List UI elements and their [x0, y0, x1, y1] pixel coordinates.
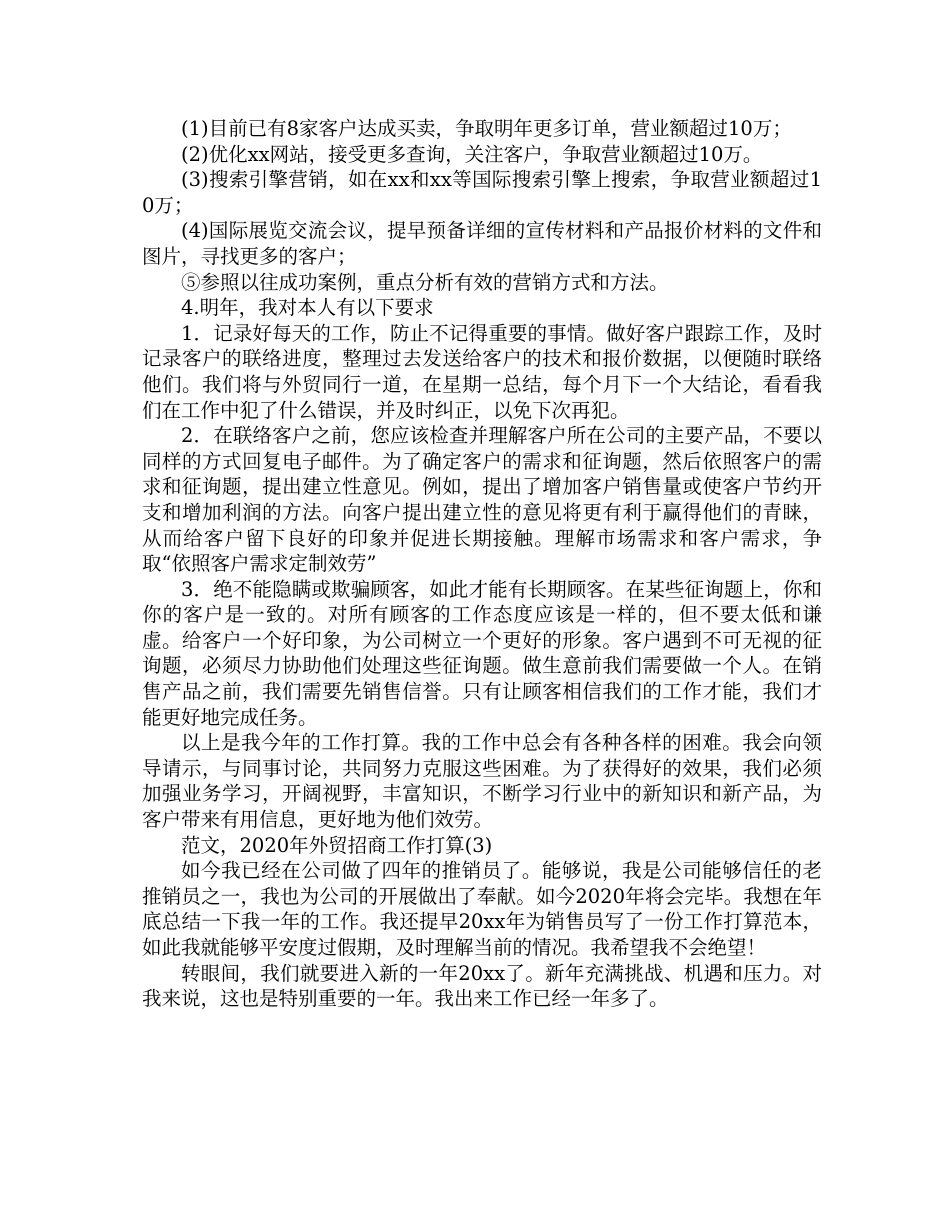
document-body [142, 116, 822, 1012]
paragraph-intro: 如今我已经在公司做了四年的推销员了。能够说，我是公司能够信任的老推销员之一，我也为公司的开展做出了奉献。如今2020年将会完毕。我想在年底总结一下我一年的工作。我还提早20xx年为销售员写了一份工作打算范本，如此我就能够平安度过假期，及时理解当前的情况。我希望我不会绝望！ [142, 859, 822, 959]
paragraph-goal-2: (2)优化xx网站，接受更多查询，关注客户，争取营业额超过10万。 [181, 142, 763, 166]
paragraph-goal-3: (3)搜索引擎营销，如在xx和xx等国际搜索引擎上搜索，争取营业额超过10万； [142, 168, 822, 217]
paragraph-goal-1: (1)目前已有8家客户达成买卖，争取明年更多订单，营业额超过10万； [181, 117, 792, 140]
paragraph-requirement-3: 3．绝不能隐瞒或欺骗顾客，如此才能有长期顾客。在某些征询题上，你和你的客户是一致的。对所有顾客的工作态度应该是一样的，但不要太低和谦虚。给客户一个好印象，为公司树立一个更好的形象。客户遇到不可无视的征询题，必须尽力协助他们处理这些征询题。做生意前我们需要做一个人。在销售产品之前，我们需要先销售信誉。只有让顾客相信我们的工作才能，我们才能更好地完成任务。 [142, 577, 822, 729]
paragraph-summary: 以上是我今年的工作打算。我的工作中总会有各种各样的困难。我会向领导请示，与同事讨论，共同努力克服这些困难。为了获得好的效果，我们必须加强业务学习，开阔视野，丰富知识，不断学习行业中的新知识和新产品，为客户带来有用信息，更好地为他们效劳。 [142, 731, 822, 832]
paragraph-requirement-2: 2．在联络客户之前，您应该检查并理解客户所在公司的主要产品，不要以同样的方式回复电子邮件。为了确定客户的需求和征询题，然后依照客户的需求和征询题，提出建立性意见。例如，提出了增加客户销售量或使客户节约开支和增加利润的方法。向客户提出建立性的意见将更有利于赢得他们的青睐，从而给客户留下良好的印象并促进长期接触。理解市场需求和客户需求，争取“依照客户需求定制效劳” [142, 424, 822, 576]
paragraph-goal-5: ⑤参照以往成功案例，重点分析有效的营销方式和方法。 [181, 270, 669, 294]
section-heading-requirements: 4.明年，我对本人有以下要求 [181, 296, 434, 320]
section-heading-sample-3: 范文，2020年外贸招商工作打算(3) [181, 833, 493, 857]
paragraph-new-year: 转眼间，我们就要进入新的一年20xx了。新年充满挑战、机遇和压力。对我来说，这也是特别重要的一年。我出来工作已经一年多了。 [142, 961, 822, 1011]
paragraph-goal-4: (4)国际展览交流会议，提早预备详细的宣传材料和产品报价材料的文件和图片，寻找更多的客户； [142, 219, 822, 268]
paragraph-requirement-1: 1．记录好每天的工作，防止不记得重要的事情。做好客户跟踪工作，及时记录客户的联络进度，整理过去发送给客户的技术和报价数据，以便随时联络他们。我们将与外贸同行一道，在星期一总结，每个月下一个大结论，看看我们在工作中犯了什么错误，并及时纠正，以免下次再犯。 [142, 321, 822, 422]
